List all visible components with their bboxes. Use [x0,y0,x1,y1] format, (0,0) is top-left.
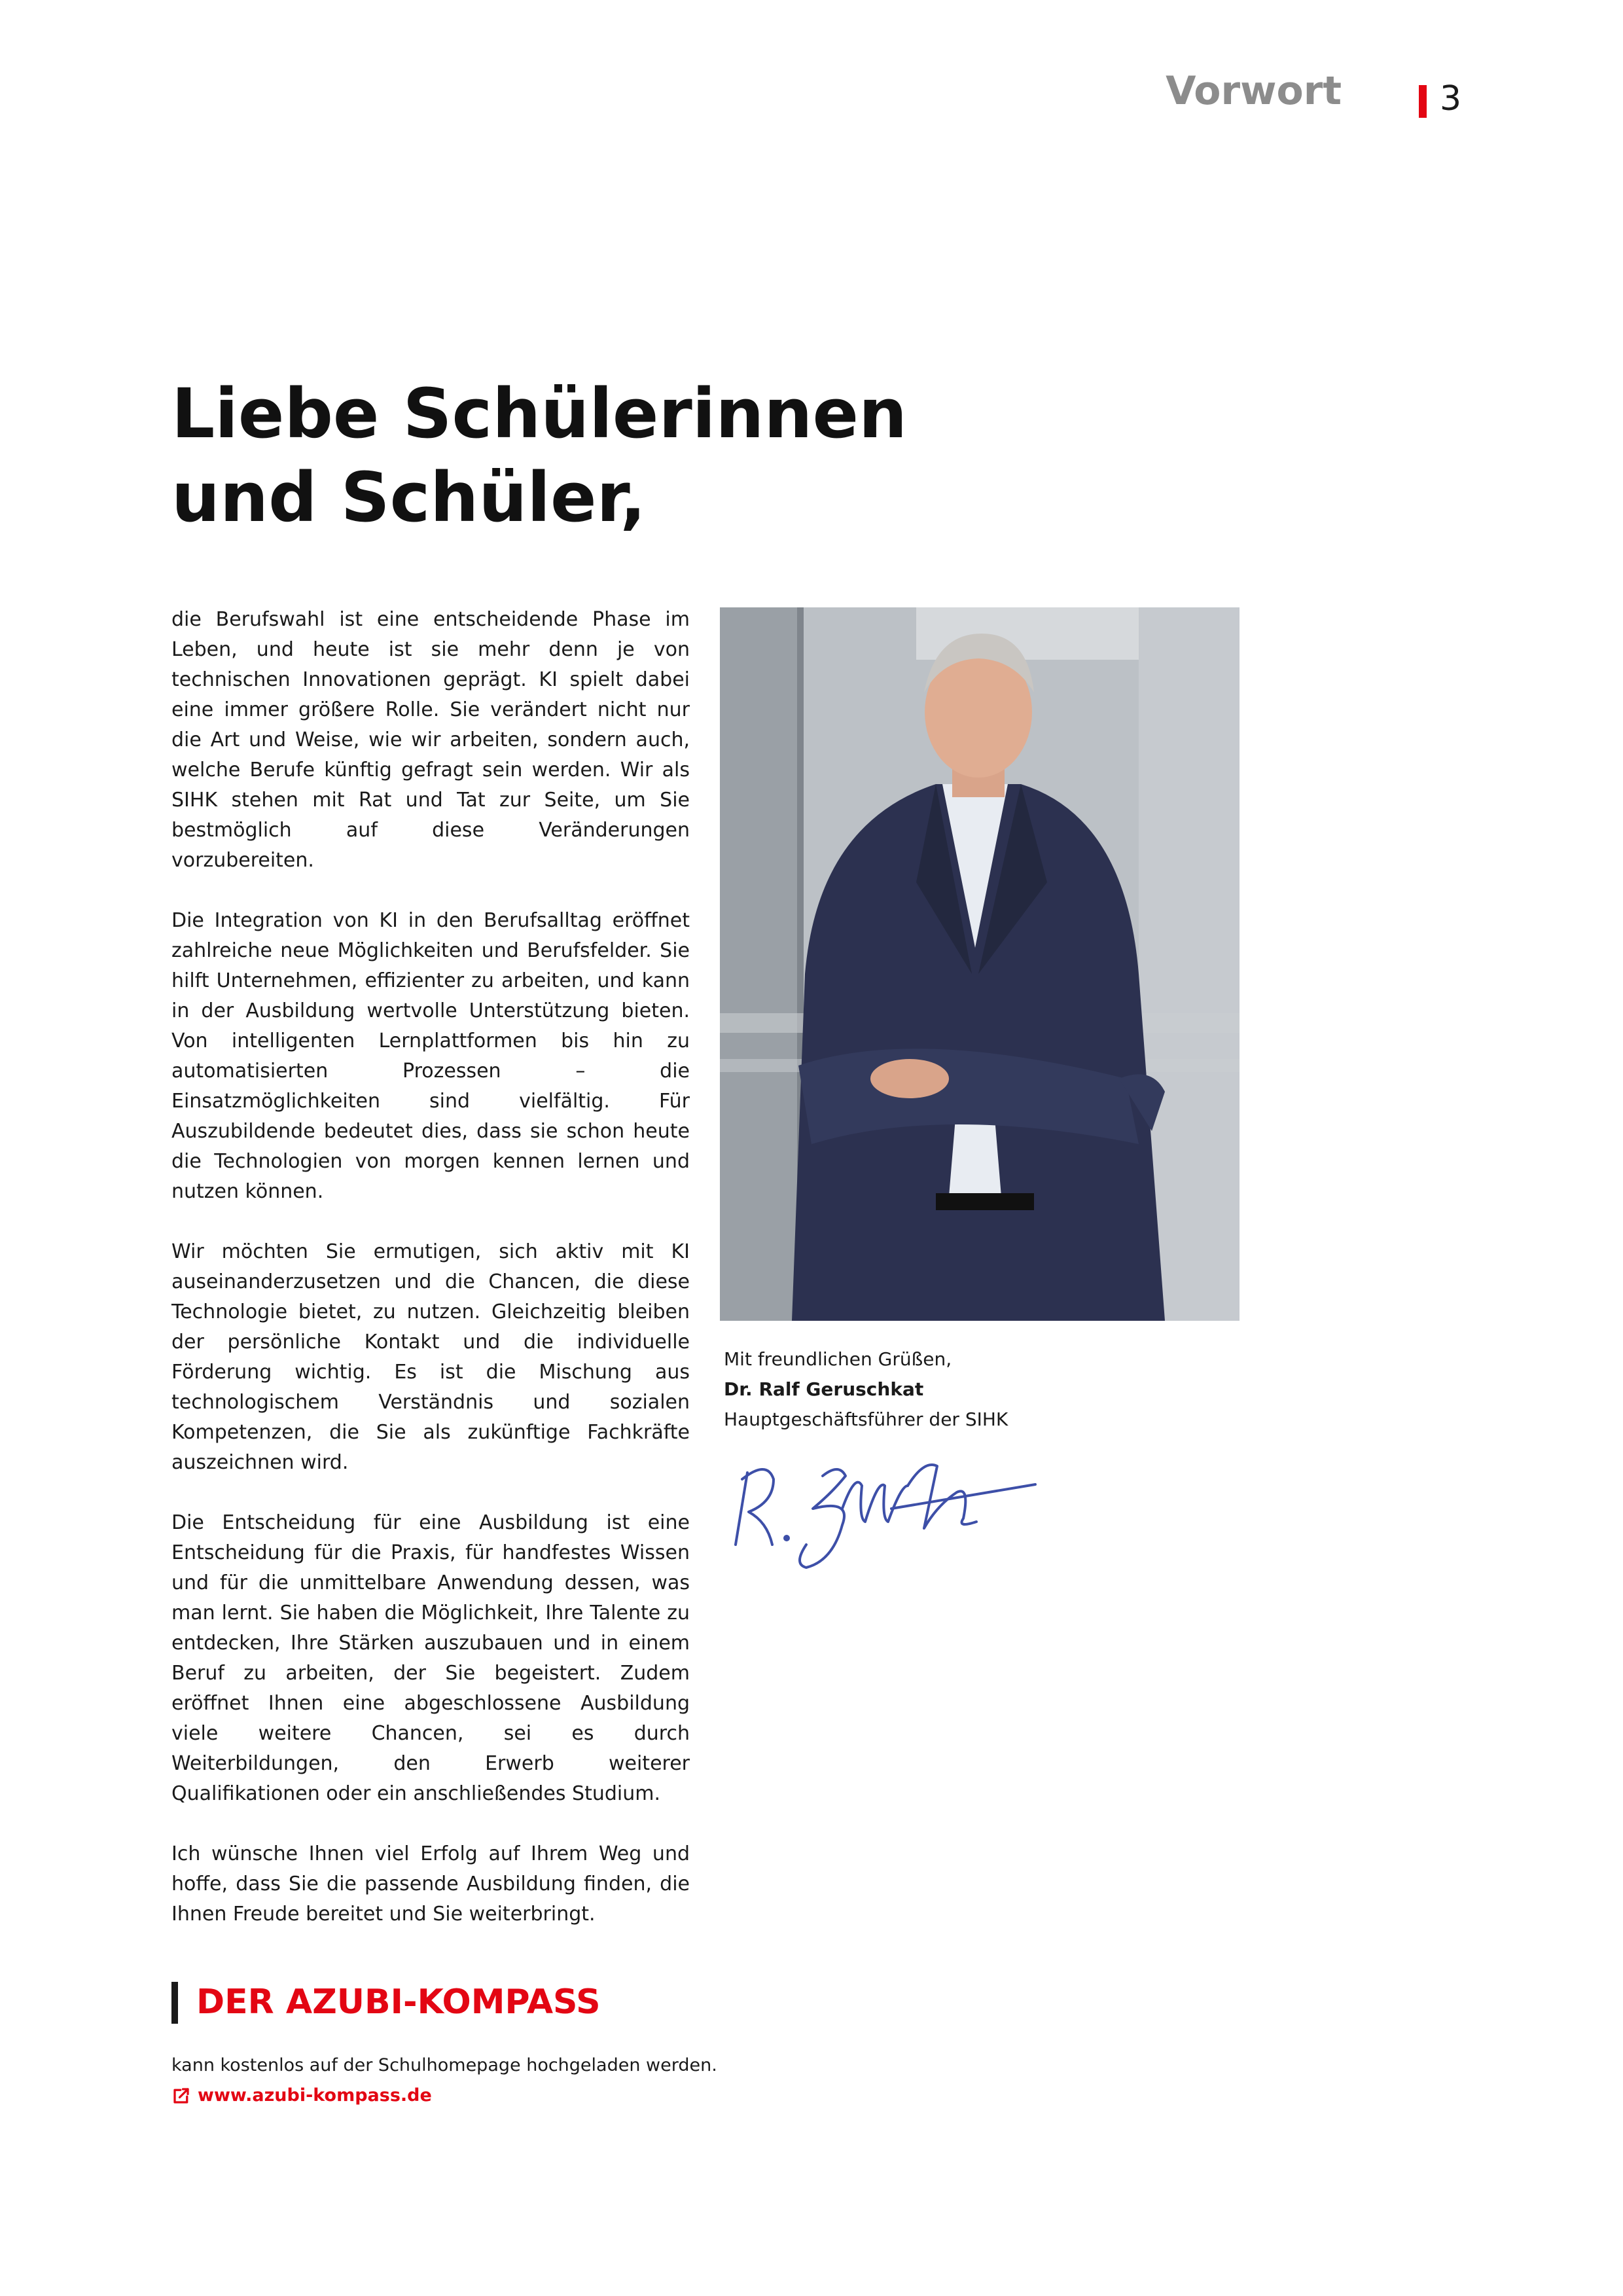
signatory-role: Hauptgeschäftsführer der SIHK [724,1408,1008,1430]
body-paragraph: Wir möchten Sie ermutigen, sich aktiv mit KI auseinanderzusetzen und die Chancen, die diese Technologie bietet, zu nutzen. Gleichzeitig bleiben der persönliche Kontakt und die individuelle Förderung wichtig. Es ist die Mischung aus technologischem Verständnis und sozialen Kompetenzen, die Sie als zukünftige Fachkräfte auszeichnen wird. [171,1240,690,1474]
signatory-name: Dr. Ralf Geruschkat [724,1378,924,1400]
external-link-icon [171,2086,191,2106]
body-paragraph: die Berufswahl ist eine entscheidende Phase im Leben, und heute ist sie mehr denn je von technischen Innovationen geprägt. KI spielt dabei eine immer größere Rolle. Sie verändert nicht nur die Art und Weise, wie wir arbeiten, sondern auch, welche Berufe künftig gefragt sein werden. Wir als SIHK stehen mit Rat und Tat zur Seite, um Sie bestmöglich auf diese Veränderungen vorzubereiten. [171,608,690,872]
closing-block [724,1344,1182,1435]
kompass-description: kann kostenlos auf der Schulhomepage hochgeladen werden. [171,2055,717,2075]
closing-greeting: Mit freundlichen Grüßen, [724,1348,952,1370]
kompass-accent-bar [171,1982,178,2024]
page-headline [171,372,957,539]
headline-line-2: und Schüler, [171,457,647,537]
portrait-photo [720,607,1240,1321]
body-paragraph: Ich wünsche Ihnen viel Erfolg auf Ihrem Weg und hoffe, dass Sie die passende Ausbildung finden, die Ihnen Freude bereitet und Sie weiterbringt. [171,1842,690,1926]
body-paragraph: Die Entscheidung für eine Ausbildung ist eine Entscheidung für die Praxis, für handfestes Wissen und für die unmittelbare Anwendung dessen, was man lernt. Sie haben die Möglichkeit, Ihre Talente zu entdecken, Ihre Stärken auszubauen und in einem Beruf zu arbeiten, der Sie begeistert. Zudem eröffnet Ihnen eine abgeschlossene Ausbildung viele weitere Chancen, sei es durch Weiterbildungen, den Erwerb weiterer Qualifikationen oder ein anschließendes Studium. [171,1511,690,1805]
page-number: 3 [1440,79,1462,118]
handwritten-signature [728,1446,1055,1577]
letter-body [171,605,690,1929]
headline-line-1: Liebe Schülerinnen [171,374,908,454]
header-accent-bar [1419,85,1427,118]
kompass-title: DER AZUBI-KOMPASS [196,1982,601,2022]
section-title: Vorwort [1166,68,1342,114]
kompass-link-text[interactable]: www.azubi-kompass.de [198,2085,432,2106]
kompass-website-link[interactable] [171,2083,432,2109]
body-paragraph: Die Integration von KI in den Berufsalltag eröffnet zahlreiche neue Möglichkeiten und Berufsfelder. Sie hilft Unternehmen, effizienter zu arbeiten, und kann in der Ausbildung wertvolle Unterstützung bieten. Von intelligenten Lernplattformen bis hin zu automatisierten Prozessen – die Einsatzmöglichkeiten sind vielfältig. Für Auszubildende bedeutet dies, dass sie schon heute die Technologien von morgen kennen lernen und nutzen können. [171,909,690,1203]
